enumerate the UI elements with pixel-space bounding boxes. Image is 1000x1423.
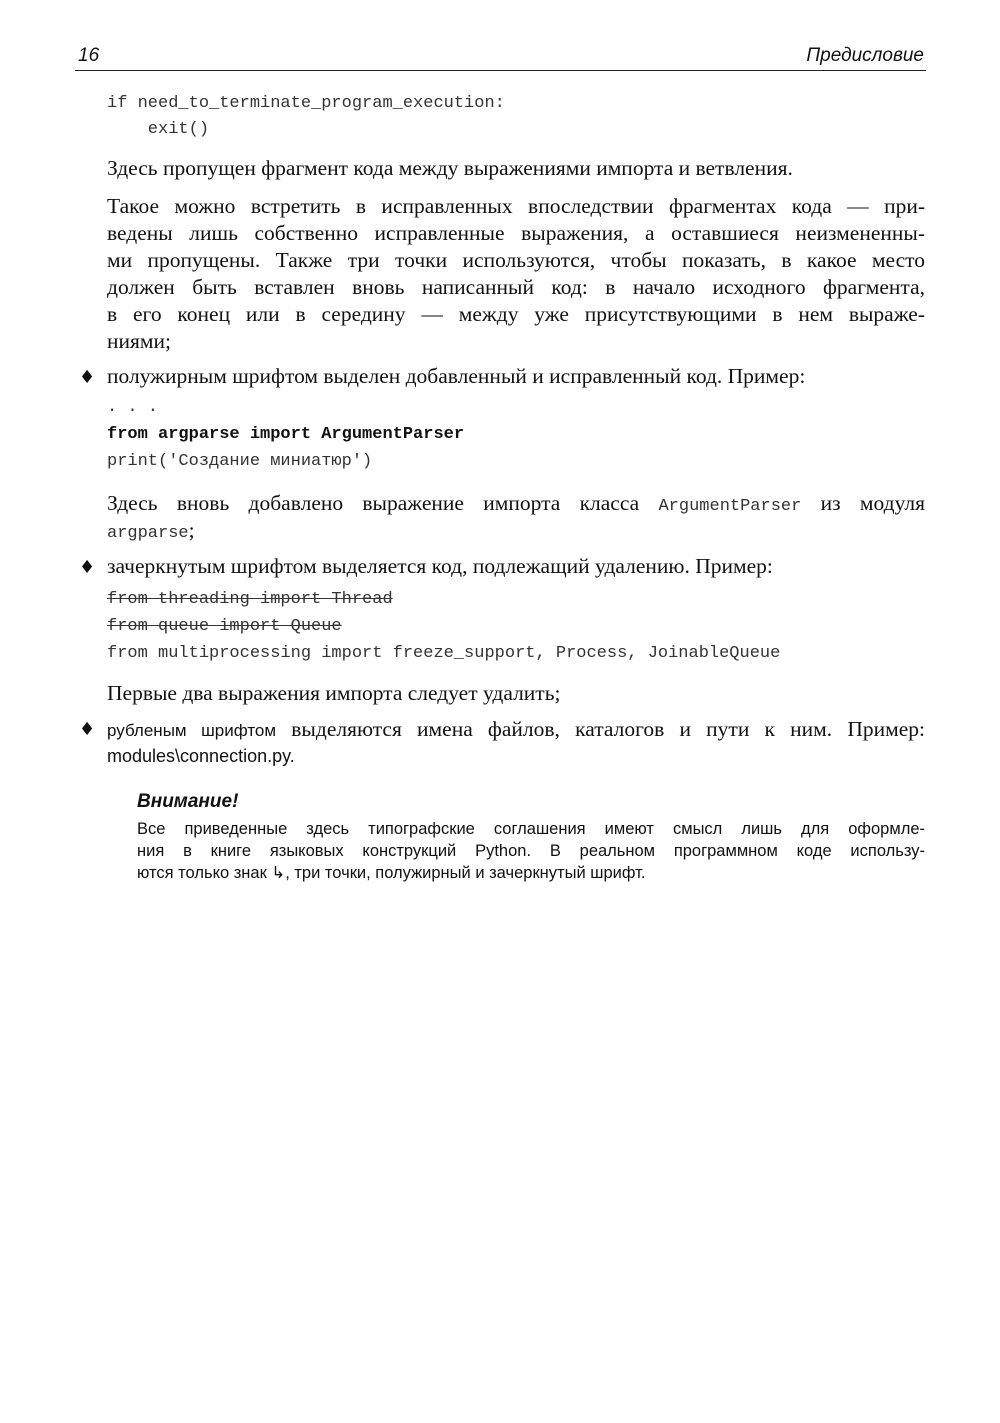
paragraph: Здесь пропущен фрагмент кода между выражениями импорта и ветвления. (107, 156, 793, 180)
section-title: Предисловие (806, 45, 924, 66)
diamond-bullet-icon: ♦ (79, 367, 96, 388)
page-header (75, 44, 926, 71)
class-name: ArgumentParser (658, 497, 802, 516)
paragraph-line: Такое можно встретить в исправленных впоследствии фрагментах кода — при- (107, 194, 925, 218)
sans-lead: рубленым шрифтом (107, 721, 277, 740)
paragraph-line (107, 517, 925, 544)
paragraph (107, 490, 925, 544)
notice-line: ния в книге языковых конструкций Python. В реальном программном коде использу- (137, 842, 925, 860)
paragraph-line (107, 490, 925, 517)
notice-line: ются только знак ↳, три точки, полужирный и зачеркнутый шрифт. (137, 864, 646, 882)
code-line-bold: from argparse import ArgumentParser (107, 425, 465, 444)
paragraph-line: должен быть вставлен вновь написанный код: в начало исходного фрагмента, (107, 275, 925, 299)
code-line-struck: from threading import Thread (107, 590, 393, 609)
notice-title: Внимание! (137, 791, 239, 812)
code-ellipsis: . . . (107, 398, 159, 417)
code-line: print('Создание миниатюр') (107, 452, 373, 471)
code-line: exit() (107, 120, 210, 139)
diamond-bullet-icon: ♦ (79, 557, 96, 578)
paragraph-line: ми пропущены. Также три точки используются, чтобы показать, в какое место (107, 248, 925, 272)
bullet-text (107, 716, 925, 770)
paragraph-line (107, 716, 925, 743)
code-line: from multiprocessing import freeze_support, Process, JoinableQueue (107, 644, 781, 663)
notice-body (137, 818, 925, 884)
bullet-text: полужирным шрифтом выделен добавленный и исправленный код. Пример: (107, 364, 806, 388)
text-span: ; (188, 518, 195, 542)
file-path-example: modules\connection.py. (107, 746, 295, 766)
paragraph-line: ниями; (107, 329, 171, 353)
module-name: argparse (107, 524, 189, 543)
bullet-text: зачеркнутым шрифтом выделяется код, подлежащий удалению. Пример: (107, 554, 773, 578)
paragraph: Первые два выражения импорта следует удалить; (107, 681, 561, 705)
paragraph (107, 193, 925, 355)
text-span: из модуля (820, 491, 925, 515)
paragraph-line: в его конец или в середину — между уже присутствующими в нем выраже- (107, 302, 925, 326)
text-span: выделяются имена файлов, каталогов и пути к ним. Пример: (291, 717, 925, 741)
code-line-struck: from queue import Queue (107, 617, 342, 636)
diamond-bullet-icon: ♦ (79, 719, 96, 740)
paragraph-line: ведены лишь собственно исправленные выражения, а оставшиеся неизмененны- (107, 221, 925, 245)
notice-line: Все приведенные здесь типографские соглашения имеют смысл лишь для оформле- (137, 820, 925, 838)
page-number: 16 (78, 45, 100, 66)
text-span: Здесь вновь добавлено выражение импорта класса (107, 491, 640, 515)
code-line: if need_to_terminate_program_execution: (107, 94, 505, 113)
